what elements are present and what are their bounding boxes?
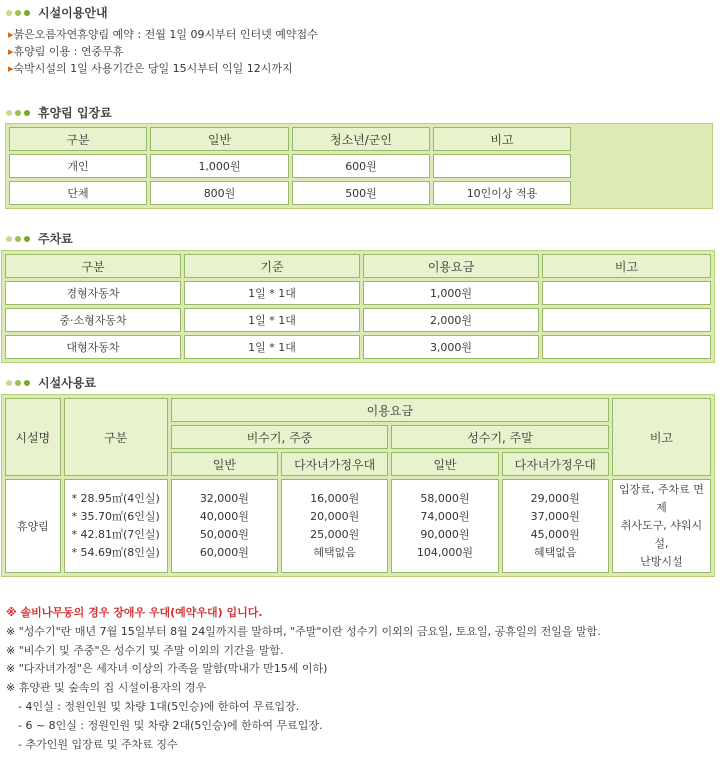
note-line: ※ "성수기"란 매년 7월 15일부터 8월 24일까지를 말하며, "주말"이란 성수기 이외의 금요일, 토요일, 공휴일의 전일을 말함. [6,624,601,638]
table-cell: 600원 [292,154,430,178]
header-cell: 구분 [64,398,168,476]
list-item: 50,000원 [199,528,249,541]
bullet-dots-icon [6,110,30,116]
list-item: 취사도구, 샤워시 [620,519,703,532]
bullet-dots-icon [6,380,30,386]
list-item: 제 [656,501,667,514]
table-cell: 1일 * 1대 [184,308,360,332]
table-cell: 1일 * 1대 [184,281,360,305]
list-item: 32,000원 [199,492,249,505]
table-cell: 단체 [9,181,147,205]
notes-block [6,604,601,754]
table-cell [542,281,711,305]
table-header-row [5,398,711,422]
table-cell: 휴양림 [5,479,61,573]
header-cell: 비수기, 주중 [171,425,389,449]
bullet-dots-icon [6,10,30,16]
usage-bullet-list [8,26,318,77]
header-cell: 이용요금 [363,254,539,278]
table-cell: 500원 [292,181,430,205]
list-item: 104,000원 [416,546,473,559]
header-cell: 비고 [612,398,711,476]
list-item: * 42.81㎡(7인실) [71,528,160,541]
note-sub-line: - 4인실 : 정원인원 및 차량 1대(5인승)에 한하여 무료입장. [18,699,300,713]
table-cell [542,308,711,332]
list-item: 45,000원 [530,528,580,541]
note-sub-line: - 추가인원 입장료 및 주차료 징수 [18,737,178,751]
list-item: * 28.95㎡(4인실) [71,492,160,505]
list-item: 58,000원 [420,492,470,505]
table-cell [391,479,498,573]
list-item: 입장료, 주차료 면 [619,483,704,496]
header-cell: 구분 [9,127,147,151]
list-item: 25,000원 [310,528,360,541]
table-cell: 2,000원 [363,308,539,332]
table-cell: 10인이상 적용 [433,181,571,205]
table-cell [281,479,388,573]
notes-warning: ※ 솔비나무동의 경우 장애우 우대(예약우대) 입니다. [6,606,263,619]
section-title-facility: 시설사용료 [6,374,96,391]
header-cell: 일반 [391,452,498,476]
table-cell [171,479,278,573]
usage-bullet: ▸ 숙박시설의 1일 사용기간은 당일 15시부터 익일 12시까지 [8,60,318,77]
table-header-row [9,127,709,151]
table-cell: 1일 * 1대 [184,335,360,359]
list-item: 설, [654,537,669,550]
table-row [5,281,711,305]
list-item: * 35.70㎡(6인실) [71,510,160,523]
header-cell: 성수기, 주말 [391,425,609,449]
table-cell: 중·소형자동차 [5,308,181,332]
list-item: 혜택없음 [313,546,356,559]
table-cell: 3,000원 [363,335,539,359]
list-item: 60,000원 [199,546,249,559]
table-header-row [5,254,711,278]
note-line: ※ "다자녀가정"은 세자녀 이상의 가족을 말함(막내가 만15세 이하) [6,662,328,676]
entrance-fee-table [5,123,713,209]
list-item: 74,000원 [420,510,470,523]
header-cell: 이용요금 [171,398,609,422]
note-line: ※ "비수기 및 주중"은 성수기 및 주말 이외의 기간을 말함. [6,643,284,657]
table-cell: 경형자동차 [5,281,181,305]
table-cell: 1,000원 [363,281,539,305]
table-row [9,154,709,178]
header-cell: 다자녀가정우대 [281,452,388,476]
note-sub-line: - 6 ~ 8인실 : 정원인원 및 차량 2대(5인승)에 한하여 무료입장. [18,718,323,732]
list-item: 29,000원 [530,492,580,505]
header-cell: 시설명 [5,398,61,476]
table-cell: 800원 [150,181,289,205]
list-item: 40,000원 [199,510,249,523]
table-cell: 개인 [9,154,147,178]
table-row [5,308,711,332]
table-row [9,181,709,205]
header-cell: 청소년/군인 [292,127,430,151]
header-cell: 기준 [184,254,360,278]
table-row [5,479,711,573]
header-cell: 비고 [542,254,711,278]
table-row [5,335,711,359]
table-cell [502,479,609,573]
table-cell [433,154,571,178]
list-item: 90,000원 [420,528,470,541]
section-title-entrance: 휴양림 입장료 [6,104,112,121]
list-item: 16,000원 [310,492,360,505]
usage-bullet: ▸ 휴양림 이용 : 연중무휴 [8,43,318,60]
header-cell: 구분 [5,254,181,278]
list-item: 혜택없음 [533,546,577,559]
header-cell: 다자녀가정우대 [502,452,609,476]
header-cell: 일반 [150,127,289,151]
facility-fee-table [1,394,715,577]
table-cell: 대형자동차 [5,335,181,359]
note-line: ※ 휴양관 및 숲속의 집 시설이용자의 경우 [6,681,207,695]
list-item: 37,000원 [530,510,580,523]
usage-bullet: ▸ 붉은오름자연휴양림 예약 : 전월 1일 09시부터 인터넷 예약접수 [8,26,318,43]
table-cell [612,479,711,573]
header-cell: 일반 [171,452,278,476]
list-item: 난방시설 [640,555,683,568]
section-title-usage: 시설이용안내 [6,4,108,21]
list-item: * 54.69㎡(8인실) [71,546,160,559]
bullet-dots-icon [6,236,30,242]
table-cell: 1,000원 [150,154,289,178]
table-cell [64,479,168,573]
parking-fee-table [1,250,715,363]
list-item: 20,000원 [310,510,360,523]
section-title-parking: 주차료 [6,230,73,247]
header-cell: 비고 [433,127,571,151]
table-cell [542,335,711,359]
